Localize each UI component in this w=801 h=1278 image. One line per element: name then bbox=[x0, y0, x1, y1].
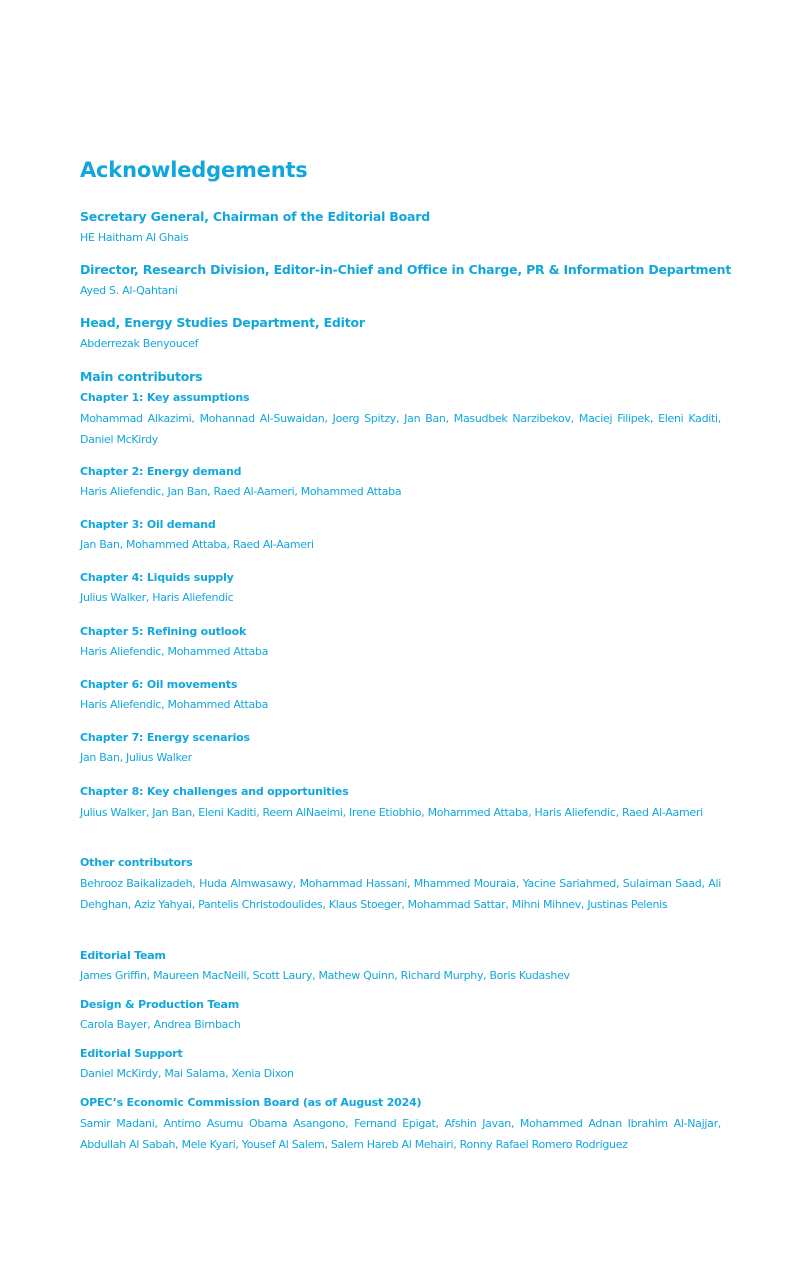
section-chapter-6 bbox=[80, 676, 721, 715]
section-names: Behrooz Baikalizadeh, Huda Almwasawy, Mohammad Hassani, Mhammed Mouraia, Yacine Sariahmed, Sulaiman Saad, Ali Dehghan, Aziz Yahyai, Pantelis Christodoulides, Klaus Stoeger, Mohammad Sattar, Mihni Mihnev, Justinas Pelenis bbox=[80, 877, 721, 911]
section-names: Ayed S. Al-Qahtani bbox=[80, 284, 178, 297]
section-head-energy-studies bbox=[80, 313, 721, 354]
section-heading: Other contributors bbox=[80, 856, 193, 869]
chapter-names: Haris Aliefendic, Mohammed Attaba bbox=[80, 645, 269, 658]
section-heading: Editorial Team bbox=[80, 949, 166, 962]
section-chapter-4 bbox=[80, 569, 721, 608]
section-names: Samir Madani, Antimo Asumu Obama Asangono, Fernand Epigat, Afshin Javan, Mohammed Adnan Ibrahim Al-Najjar, Abdullah Al Sabah, Mele Kyari, Yousef Al Salem, Salem Hareb Al Mehairi, Ronny Rafael Romero Rodriguez bbox=[80, 1117, 721, 1151]
chapter-heading: Chapter 1: Key assumptions bbox=[80, 391, 250, 404]
section-heading: Head, Energy Studies Department, Editor bbox=[80, 315, 365, 330]
page-title: Acknowledgements bbox=[80, 158, 308, 182]
section-names: Carola Bayer, Andrea Birnbach bbox=[80, 1018, 241, 1031]
chapter-heading: Chapter 7: Energy scenarios bbox=[80, 731, 250, 744]
section-chapter-5 bbox=[80, 623, 721, 662]
section-secretary-general bbox=[80, 207, 721, 248]
section-design-production-team bbox=[80, 996, 721, 1035]
chapter-heading: Chapter 4: Liquids supply bbox=[80, 571, 234, 584]
section-heading: Director, Research Division, Editor-in-Chief and Office in Charge, PR & Information Department bbox=[80, 262, 732, 277]
chapter-heading: Chapter 2: Energy demand bbox=[80, 465, 242, 478]
chapter-names: Jan Ban, Mohammed Attaba, Raed Al-Aameri bbox=[80, 538, 314, 551]
chapter-heading: Chapter 8: Key challenges and opportunities bbox=[80, 785, 349, 798]
section-editorial-support bbox=[80, 1045, 721, 1084]
section-names: HE Haitham Al Ghais bbox=[80, 231, 189, 244]
chapter-heading: Chapter 6: Oil movements bbox=[80, 678, 238, 691]
section-heading: OPEC’s Economic Commission Board (as of August 2024) bbox=[80, 1096, 422, 1109]
chapter-names: Jan Ban, Julius Walker bbox=[80, 751, 192, 764]
chapter-names: Mohammad Alkazimi, Mohannad Al-Suwaidan, Joerg Spitzy, Jan Ban, Masudbek Narzibekov, Maciej Filipek, Eleni Kaditi, Daniel McKirdy bbox=[80, 412, 721, 446]
section-heading: Design & Production Team bbox=[80, 998, 239, 1011]
section-heading: Main contributors bbox=[80, 369, 203, 384]
section-names: Daniel McKirdy, Mai Salama, Xenia Dixon bbox=[80, 1067, 294, 1080]
section-heading: Editorial Support bbox=[80, 1047, 183, 1060]
section-names: Abderrezak Benyoucef bbox=[80, 337, 199, 350]
chapter-heading: Chapter 3: Oil demand bbox=[80, 518, 216, 531]
section-chapter-3 bbox=[80, 516, 721, 555]
section-chapter-2 bbox=[80, 463, 721, 502]
section-chapter-1 bbox=[80, 389, 721, 450]
section-chapter-7 bbox=[80, 729, 721, 768]
section-other-contributors bbox=[80, 854, 721, 915]
section-chapter-8 bbox=[80, 783, 721, 823]
section-main-contributors bbox=[80, 367, 721, 387]
section-names: James Griffin, Maureen MacNeill, Scott Laury, Mathew Quinn, Richard Murphy, Boris Kudashev bbox=[80, 969, 570, 982]
section-director bbox=[80, 260, 732, 301]
chapter-names: Julius Walker, Haris Aliefendic bbox=[80, 591, 234, 604]
section-economic-commission-board bbox=[80, 1094, 721, 1155]
chapter-names: Haris Aliefendic, Mohammed Attaba bbox=[80, 698, 269, 711]
chapter-heading: Chapter 5: Refining outlook bbox=[80, 625, 247, 638]
chapter-names: Julius Walker, Jan Ban, Eleni Kaditi, Reem AlNaeimi, Irene Etiobhio, Mohammed Attaba, Haris Aliefendic, Raed Al-Aameri bbox=[80, 806, 703, 819]
section-editorial-team bbox=[80, 947, 721, 986]
chapter-names: Haris Aliefendic, Jan Ban, Raed Al-Aameri, Mohammed Attaba bbox=[80, 485, 402, 498]
section-heading: Secretary General, Chairman of the Editorial Board bbox=[80, 209, 430, 224]
